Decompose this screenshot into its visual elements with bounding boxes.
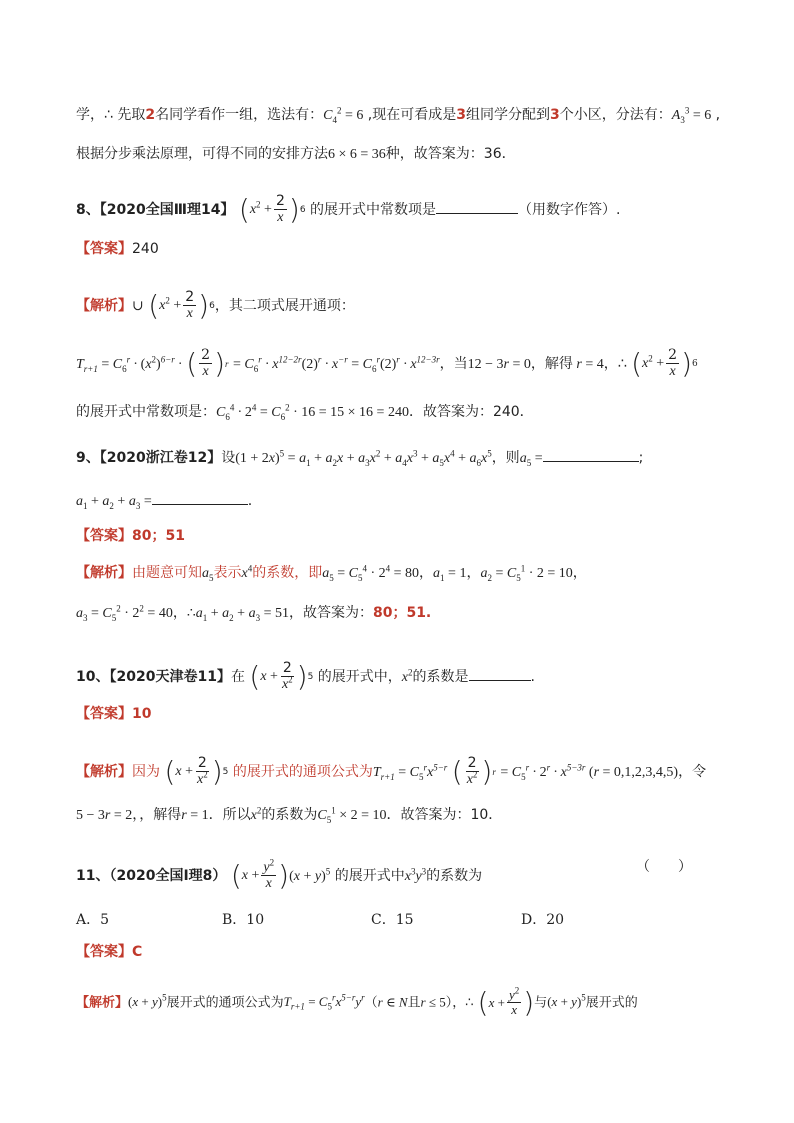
q8-answer-blank[interactable] — [436, 201, 518, 214]
q8-question: 8、【2020全国Ⅲ理14】 ( $x^2$ + $\frac{2}{x}$ ) 6 的展开式中常数项是 （用数字作答）. — [76, 192, 621, 226]
q10-analysis-1: 【解析】因为 ( x + $\frac{2}{x^2}$ ) 5 的展开式的通项公式为$T_{r+1} = C_5^rx^{5-r}$ ( $\frac{2}{x^2}$ ) r = $C_5^r \cdot 2^r \cdot x^{5-3r}$ (r = 0,1,2,3,4,5)，令 — [76, 754, 707, 788]
q11-option-c[interactable]: C．15 — [371, 912, 414, 928]
q10-answer: 【答案】10 — [76, 706, 152, 722]
q10-analysis-2: 5 − 3r = 2，，解得r = 1．所以$x^2$的系数为$C_5^1 \times 2 = 10$．故答案为：10． — [76, 805, 503, 825]
q9-question: 9、【2020浙江卷12】设$(1 + 2x)^5 = a_1 + a_2x + a_3x^2 + a_4x^3 + a_5x^4 + a_6x^5$，则$a_5$ = ; — [76, 448, 644, 468]
q9-answer: 【答案】80；51 — [76, 528, 185, 544]
q9-analysis-2: $a_3 = C_5^2 \cdot 2^2 = 40$，$\therefore a_1 + a_2 + a_3 = 51$，故答案为：80；51. — [76, 603, 432, 623]
q9-question-2: $a_1 + a_2 + a_3$ = . — [76, 493, 253, 511]
q8-analysis-2: $T_{r+1} = C_6^r \cdot (x^2)^{6-r}$ · ( $\frac{2}{x}$ ) r = $C_6^r \cdot x^{12-2r}(2)^r \cdot x^{-r} = C_6^r(2)^r \cdot x^{12-3r}$，当12 − 3r = 0，解得 r = 4，∴ ( $x^2$ + $\frac{2}{x}$ ) 6 — [76, 346, 698, 380]
q9-a5-blank[interactable] — [543, 449, 639, 462]
q8-analysis-1: 【解析】∪ ( $x^2$ + $\frac{2}{x}$ ) 6 ，其二项式展开通项： — [76, 288, 355, 322]
q8-analysis-3: 的展开式中常数项是：$C_6^4 \cdot 2^4 = C_6^2 \cdot 16 = 15 \times 16 = 240$．故答案为：240． — [76, 402, 534, 422]
q8-expression: ( $x^2$ + $\frac{2}{x}$ ) 6 — [238, 192, 306, 226]
q10-answer-blank[interactable] — [469, 668, 531, 681]
q7-line-2: 根据分步乘法原理，可得不同的安排方法6 × 6 = 36种，故答案为：36． — [76, 146, 516, 162]
q7-combination-expr: $C_4^2 = 6$ — [323, 105, 364, 125]
q11-answer: 【答案】C — [76, 944, 143, 960]
q7-line-1: 学，∴ 先取2名同学看作一组，选法有：$C_4^2 = 6$ ,现在可看成是3组同学分配到3个小区，分法有：$A_3^3 = 6$ , — [76, 105, 721, 125]
q11-question: 11、（2020全国Ⅰ理8） ( x + $\frac{y^2}{x}$ ) $(x + y)^5$ 的展开式中$x^3y^3$的系数为 — [76, 857, 483, 892]
q8-answer: 【答案】240 — [76, 241, 159, 257]
q9-sum-blank[interactable] — [152, 492, 248, 505]
q11-option-d[interactable]: D．20 — [521, 912, 565, 928]
q11-option-b[interactable]: B．10 — [222, 912, 265, 928]
q10-question: 10、【2020天津卷11】在 ( x + $\frac{2}{x^2}$ ) 5 的展开式中，$x^2$的系数是 . — [76, 659, 535, 693]
q7-arrangement-expr: $A_3^3 = 6$ — [671, 105, 712, 125]
q11-analysis-1: 【解析】$(x + y)^5$展开式的通项公式为$T_{r+1} = C_5^rx^{5-r}y^r(r$ ∈ N且r ≤ 5），∴ ( x + $\frac{y^2}{x}$ ) 与$(x + y)^5$展开式的 — [76, 985, 638, 1019]
q11-option-a[interactable]: A．5 — [76, 912, 110, 928]
q9-analysis-1: 【解析】由题意可知$a_5$表示$x^4$的系数，即$a_5 = C_5^4 \cdot 2^4 = 80$，$a_1 = 1$，$a_2 = C_5^1 \cdot 2 = 10$， — [76, 563, 587, 583]
q11-bracket: （ ） — [636, 859, 692, 875]
